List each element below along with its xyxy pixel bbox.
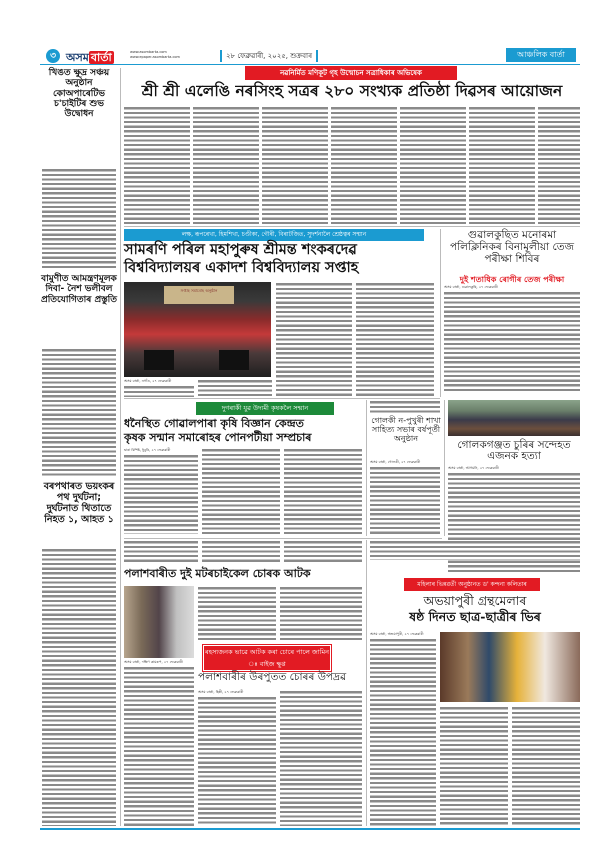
motorcycle-prev-col3 [284,540,362,564]
polyclinic-body [444,291,580,391]
column-divider [440,229,441,397]
agri-body-col1 [124,454,198,534]
university-body-col2 [198,379,272,397]
masthead [40,48,580,65]
motorcycle-byline: অসম বাৰ্তা, দক্ষিণ কামৰূপ, ২৭ ফেব্ৰুৱাৰী [124,660,183,664]
polyclinic-byline: অসম বাৰ্তা, গুৱালকুছি, ২৭ ফেব্ৰুৱাৰী [444,285,498,289]
bookfair-body-col1 [370,638,436,826]
motorcycle-prev-col1 [124,540,198,564]
university-body-col1 [124,385,194,397]
bookfair-kicker: মহিলাৰ ভিন্নৱৰ্তী অনুষ্ঠানত ড' কন্দনা কলিতাৰ [404,578,540,591]
agri-byline: দ্বাৰা বিশিষ্ট, ধুবুৰি, ২৭ ফেব্ৰুৱাৰী [124,448,171,452]
column-divider [444,400,445,536]
literary-byline: অসম বাৰ্তা, গোলকী, ২৭ ফেব্ৰুৱাৰী [370,460,421,464]
website-urls [130,50,180,60]
motorcycle-body-col1 [124,666,194,826]
speaker-left [144,350,174,370]
logo-text-left: অসম [66,51,89,64]
theft-headline: পলাশবাৰীৰ উৰপুতত চোৰৰ উপদ্ৰৱ [198,671,347,683]
newspaper-page [40,48,580,840]
divider [124,398,440,399]
lead-body-col1 [124,106,190,224]
left-story2-body [42,348,116,478]
motorcycle-body-col3 [280,586,362,642]
page-footer-rule [40,828,580,830]
bookfair-body-col2 [440,706,508,826]
motorcycle-prev-col2 [202,540,280,564]
bookfair-photo [440,632,580,702]
polyclinic-subhead: দুই শতাধিক ৰোগীৰ তেজ পৰীক্ষা [459,275,565,284]
university-group-photo [124,282,271,377]
agri-headline-line1: ধনৈস্থিত গোৱালপাৰা কৃষি বিজ্ঞান কেন্দ্ৰত [124,417,304,430]
page-number: ৩ [46,49,60,63]
left-story1-body [42,168,116,270]
column-divider [366,540,367,826]
polyclinic-headline: গুৱালকুছিত মনোৰমা পলিক্লিনিকৰ বিনামূলীয়া তেজ পৰীক্ষা শিবিৰ [450,229,574,266]
agri-kicker: দুগৰাকী যুৱ উদ্যমী কৃষকলৈ সন্মান [196,402,334,415]
literary-body [370,466,440,534]
lead-body-col2 [193,106,259,224]
bookfair-prev-body [370,540,580,560]
motorcycle-body-col2 [198,586,276,642]
lead-body-col7 [538,106,580,224]
column-divider [366,400,367,536]
bookfair-headline-line2: ষষ্ঠ দিনত ছাত্ৰ-ছাত্ৰীৰ ভিৰ [409,609,541,624]
bookfair-body-col3 [512,706,580,826]
bookfair-byline: অসম বাৰ্তা, অভয়াপুৰী, ২৭ ফেব্ৰুৱাৰী [370,632,424,636]
lead-kicker: নৱনিৰ্মিত মণিকূট গৃহ উন্মোচন সত্ৰাধিকাৰ অভিষেক [245,66,457,80]
agri-body-col3 [284,448,362,534]
bail-box: ৰহস্যজনক ভাৱে আটক কৰা চোৰে পালে জামিন ঃ বাইজ ক্ষুণ্ণ [203,645,331,671]
university-headline-line1: সামৰণি পৰিল মহাপুৰুষ শ্ৰীমন্ত শংকৰদেৱ [124,242,357,258]
dateline: ২৮ ফেব্ৰুৱাৰী, ২০২৫, শুক্রবাৰ [220,50,318,62]
theft-byline: অসম বাৰ্তা, ছিন্নী, ২৭ ফেব্ৰুৱাৰী [198,690,244,694]
university-body-col4 [356,282,434,397]
logo-text-right: বার্তা [90,51,112,64]
bookfair-headline-line1: অভয়াপুৰী গ্ৰন্থমেলাৰ [423,593,527,608]
university-headline-line2: বিশ্ববিদ্যালয়ৰ একাদশ বিশ্ববিদ্যালয় সপ্তাহ [124,260,359,276]
left-story1-headline: খিঙত ক্ষুদ্ৰ সঞ্চয় অনুষ্ঠান কোঅপাৰেটিভ চ'চাইটিৰ শুভ উদ্বোধন [48,68,110,120]
lead-body-col3 [262,106,328,224]
lead-headline: শ্ৰী শ্ৰী এলেঙি নৰসিংহ সত্ৰৰ ২৮০ সংখ্যক প্ৰতিষ্ঠা দিৱসৰ আয়োজন [141,82,563,100]
protest-photo [448,400,580,436]
literary-headline: গোলকী ন-পুখুৰী শাখা সাহিত্য সভাৰ বৰ্ষপূৰ্তী অনুষ্ঠান [371,416,441,444]
motorcycle-headline: পলাশবাৰীত দুই মটৰচাইকেল চোৰক আটক [124,567,311,580]
epaper-url: www.epaper.asombarta.com [130,55,180,59]
divider [124,226,580,227]
literary-prev-body [370,400,440,414]
lead-body-col5 [400,106,466,224]
arrested-suspects-photo [124,586,194,658]
theft-body-col1 [198,696,276,826]
murder-byline: অসম বাৰ্তা, আগমনি, ২৭ ফেব্ৰুৱাৰী [448,466,499,470]
university-kicker: লক্ষ, ৰূপৰেখা, হিমশিখা, চণ্ডীকা, গৌৰী, বিৰাটজিত, সুদৰ্শনালৈ শ্ৰেষ্ঠত্বৰ সন্মান [124,229,424,241]
divider [124,538,442,539]
section-label: আঞ্চলিক বাৰ্তা [506,48,576,62]
murder-headline: গোলকগঞ্জত চুৰিৰ সন্দেহত এজনক হত্যা [457,439,571,463]
lead-body-col4 [331,106,397,224]
university-body-col3 [276,282,352,397]
column-divider [120,68,121,826]
left-story3-headline: বৰপথাৰত ভয়ংকৰ পথ দুৰ্ঘটনা; দুৰ্ঘটনাত থিতাতে নিহত ১, আহত ১ [43,481,115,525]
theft-body-col2 [280,690,362,826]
agri-headline-line2: কৃষক সন্মান সমাৰোহৰ পোনপটীয়া সম্প্ৰচাৰ [124,431,312,444]
speaker-right [219,350,249,370]
agri-body-col2 [202,448,280,534]
left-story3-body [42,548,116,826]
newspaper-logo [66,49,114,68]
website-url: www.asombarta.com [130,50,167,54]
photo-banner: সপ্তাহ সমাৰোহ অনুষ্ঠান [164,286,234,304]
university-byline: অসম বাৰ্তা, নগাঁও, ২৭ ফেব্ৰুৱাৰী [124,379,172,383]
lead-body-col6 [469,106,535,224]
left-story2-headline: বামুণীত আমন্ত্ৰণমূলক দিবা- নৈশ ভলীবল প্ৰতিযোগিতাৰ প্ৰস্তুতি [40,274,117,305]
